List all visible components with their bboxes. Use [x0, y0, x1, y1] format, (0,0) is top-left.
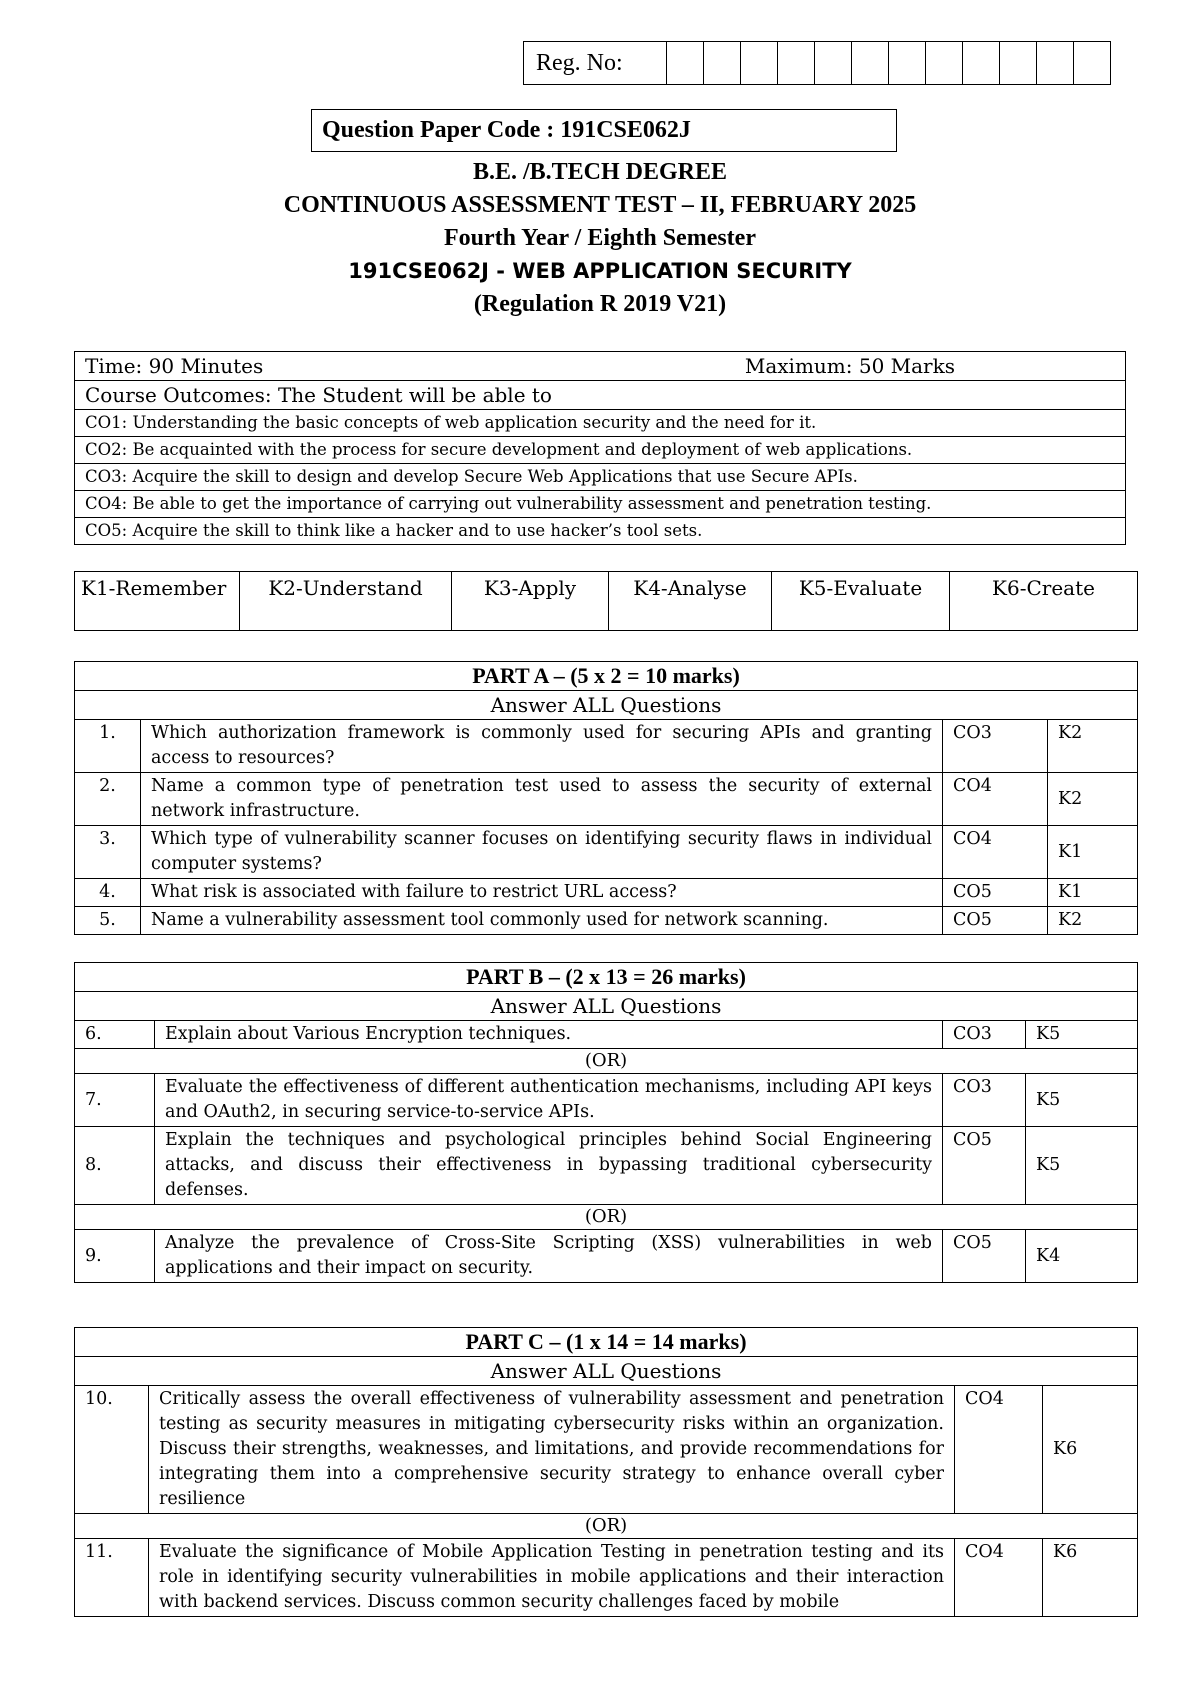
question-text: Name a common type of penetration test used to assess the security of external network infrastructure. — [141, 773, 943, 826]
reg-digit-box — [926, 42, 963, 85]
reg-number-box — [523, 41, 1111, 85]
question-text: What risk is associated with failure to restrict URL access? — [141, 879, 943, 907]
question-text: Which type of vulnerability scanner focuses on identifying security flaws in individual computer systems? — [141, 826, 943, 879]
question-number: 9. — [75, 1230, 155, 1283]
question-number: 2. — [75, 773, 141, 826]
knowledge-level: K6 — [1043, 1539, 1138, 1617]
knowledge-level: K5 — [1026, 1127, 1138, 1205]
level-k3: K3-Apply — [452, 572, 609, 631]
or-separator: (OR) — [75, 1514, 1138, 1539]
time-allowed: Time: 90 Minutes — [85, 354, 264, 378]
part-a-title: PART A – (5 x 2 = 10 marks) — [75, 662, 1138, 691]
course-outcome: CO3 — [943, 1021, 1026, 1049]
question-row — [75, 1386, 1138, 1514]
knowledge-level: K6 — [1043, 1386, 1138, 1514]
course-outcome: CO4 — [955, 1386, 1043, 1514]
or-separator: (OR) — [75, 1205, 1138, 1230]
knowledge-level: K2 — [1048, 720, 1138, 773]
course-outcome: CO5 — [943, 1127, 1026, 1205]
reg-digit-box — [1037, 42, 1074, 85]
course-outcome: CO5 — [943, 1230, 1026, 1283]
question-text: Analyze the prevalence of Cross-Site Scripting (XSS) vulnerabilities in web applications and their impact on security. — [155, 1230, 943, 1283]
reg-label: Reg. No: — [524, 42, 667, 85]
question-paper-code: Question Paper Code : 191CSE062J — [311, 109, 897, 152]
level-k2: K2-Understand — [240, 572, 452, 631]
course-outcome: CO5 — [943, 907, 1048, 935]
outcome-item: CO2: Be acquainted with the process for secure development and deployment of web applications. — [75, 437, 1126, 464]
reg-digit-box — [963, 42, 1000, 85]
reg-digit-box — [815, 42, 852, 85]
part-c-table — [74, 1327, 1138, 1617]
reg-digit-box — [1000, 42, 1037, 85]
question-text: Name a vulnerability assessment tool commonly used for network scanning. — [141, 907, 943, 935]
question-row — [75, 1021, 1138, 1049]
question-number: 3. — [75, 826, 141, 879]
reg-digit-box — [741, 42, 778, 85]
reg-digit-box — [852, 42, 889, 85]
question-row — [75, 773, 1138, 826]
course-outcome: CO5 — [943, 879, 1048, 907]
course-outcome: CO3 — [943, 720, 1048, 773]
level-k4: K4-Analyse — [609, 572, 772, 631]
level-k1: K1-Remember — [75, 572, 240, 631]
question-text: Evaluate the effectiveness of different authentication mechanisms, including API keys and OAuth2, in securing service-to-service APIs. — [155, 1074, 943, 1127]
question-number: 5. — [75, 907, 141, 935]
regulation: (Regulation R 2019 V21) — [473, 291, 727, 317]
or-separator: (OR) — [75, 1049, 1138, 1074]
knowledge-level: K4 — [1026, 1230, 1138, 1283]
question-number: 8. — [75, 1127, 155, 1205]
outcome-item: CO4: Be able to get the importance of carrying out vulnerability assessment and penetration testing. — [75, 491, 1126, 518]
question-text: Which authorization framework is commonly used for securing APIs and granting access to resources? — [141, 720, 943, 773]
part-c-instruction: Answer ALL Questions — [75, 1357, 1138, 1386]
time-row — [75, 352, 1126, 381]
question-text: Explain the techniques and psychological principles behind Social Engineering attacks, and discuss their effectiveness in bypassing traditional cybersecurity defenses. — [155, 1127, 943, 1205]
knowledge-levels-table — [74, 571, 1138, 631]
part-b-title: PART B – (2 x 13 = 26 marks) — [75, 963, 1138, 992]
question-row — [75, 1539, 1138, 1617]
question-row — [75, 826, 1138, 879]
reg-digit-box — [1074, 42, 1111, 85]
part-a-table — [74, 661, 1138, 935]
knowledge-level: K2 — [1048, 773, 1138, 826]
question-number: 4. — [75, 879, 141, 907]
level-k6: K6-Create — [950, 572, 1138, 631]
course-title: 191CSE062J - WEB APPLICATION SECURITY — [348, 259, 852, 283]
degree-title: B.E. /B.TECH DEGREE — [472, 159, 728, 185]
question-number: 6. — [75, 1021, 155, 1049]
part-b-instruction: Answer ALL Questions — [75, 992, 1138, 1021]
question-row — [75, 1074, 1138, 1127]
question-row — [75, 1230, 1138, 1283]
course-outcome: CO4 — [943, 773, 1048, 826]
question-text: Evaluate the significance of Mobile Application Testing in penetration testing and its role in identifying security vulnerabilities in mobile applications and their interaction with backend services. Discuss common security challenges faced by mobile — [149, 1539, 955, 1617]
question-number: 10. — [75, 1386, 149, 1514]
question-number: 1. — [75, 720, 141, 773]
question-number: 7. — [75, 1074, 155, 1127]
knowledge-level: K1 — [1048, 826, 1138, 879]
outcomes-heading: Course Outcomes: The Student will be able to — [75, 381, 1126, 410]
course-outcome: CO4 — [955, 1539, 1043, 1617]
question-row — [75, 879, 1138, 907]
course-outcome: CO4 — [943, 826, 1048, 879]
test-title: CONTINUOUS ASSESSMENT TEST – II, FEBRUARY 2025 — [283, 192, 917, 218]
reg-digit-box — [704, 42, 741, 85]
knowledge-level: K5 — [1026, 1021, 1138, 1049]
reg-digit-box — [778, 42, 815, 85]
part-a-instruction: Answer ALL Questions — [75, 691, 1138, 720]
maximum-marks: Maximum: 50 Marks — [744, 354, 955, 378]
knowledge-level: K2 — [1048, 907, 1138, 935]
level-k5: K5-Evaluate — [772, 572, 950, 631]
course-outcome: CO3 — [943, 1074, 1026, 1127]
part-c-title: PART C – (1 x 14 = 14 marks) — [75, 1328, 1138, 1357]
year-semester: Fourth Year / Eighth Semester — [444, 225, 756, 251]
reg-digit-box — [889, 42, 926, 85]
knowledge-level: K1 — [1048, 879, 1138, 907]
part-b-table — [74, 962, 1138, 1283]
question-row — [75, 1127, 1138, 1205]
reg-digit-box — [667, 42, 704, 85]
outcome-item: CO1: Understanding the basic concepts of web application security and the need for it. — [75, 410, 1126, 437]
question-text: Explain about Various Encryption techniques. — [155, 1021, 943, 1049]
outcome-item: CO5: Acquire the skill to think like a hacker and to use hacker’s tool sets. — [75, 518, 1126, 545]
question-number: 11. — [75, 1539, 149, 1617]
course-outcomes-table — [74, 351, 1126, 545]
outcome-item: CO3: Acquire the skill to design and develop Secure Web Applications that use Secure APIs. — [75, 464, 1126, 491]
knowledge-level: K5 — [1026, 1074, 1138, 1127]
question-row — [75, 720, 1138, 773]
question-row — [75, 907, 1138, 935]
question-text: Critically assess the overall effectiveness of vulnerability assessment and penetration testing as security measures in mitigating cybersecurity risks within an organization. Discuss their strengths, weaknesses, and limitations, and provide recommendations for integrating them into a comprehensive security strategy to enhance overall cyber resilience — [149, 1386, 955, 1514]
